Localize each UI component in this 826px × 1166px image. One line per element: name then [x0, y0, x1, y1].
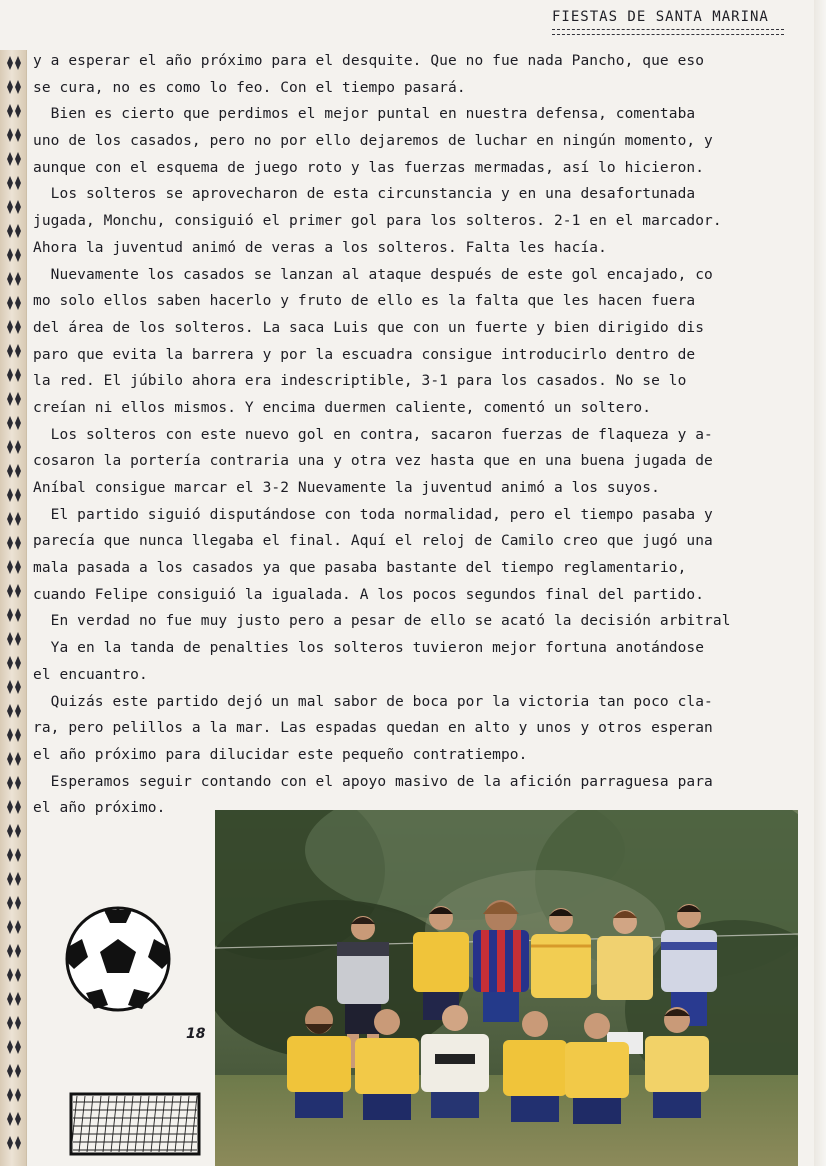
- text-line: aunque con el esquema de juego roto y las fuerzas mermadas, así lo hicieron.: [33, 159, 705, 176]
- text-line: Esperamos seguir contando con el apoyo masivo de la afición parraguesa para: [33, 773, 713, 790]
- text-line: Nuevamente los casados se lanzan al ataque después de este gol encajado, co: [33, 266, 713, 283]
- text-line: Ya en la tanda de penalties los solteros tuvieron mejor fortuna anotándose: [33, 640, 705, 657]
- binding-marks: [4, 52, 24, 1162]
- goal-net-line: [95, 1096, 101, 1152]
- binding-hole-mark: [15, 752, 21, 766]
- binding-hole-mark: [15, 128, 21, 142]
- binding-hole-mark: [7, 920, 13, 934]
- binding-hole-mark: [7, 56, 13, 70]
- goal-net-line: [127, 1096, 133, 1152]
- text-line: la red. El júbilo ahora era indescriptible, 3-1 para los casados. No se lo: [33, 373, 687, 390]
- binding-hole-mark: [7, 464, 13, 478]
- binding-hole-mark: [15, 632, 21, 646]
- binding-hole-mark: [15, 224, 21, 238]
- page-header-title: FIESTAS DE SANTA MARINA: [552, 9, 769, 25]
- binding-hole-mark: [7, 728, 13, 742]
- goal-net-line: [119, 1096, 125, 1152]
- goal-net-line: [191, 1096, 197, 1152]
- binding-hole-mark: [7, 152, 13, 166]
- goal-net-line: [87, 1096, 93, 1152]
- text-line: Bien es cierto que perdimos el mejor puntal en nuestra defensa, comentaba: [33, 106, 696, 123]
- article-body: [33, 48, 823, 822]
- binding-hole-mark: [7, 248, 13, 262]
- binding-hole-mark: [7, 968, 13, 982]
- text-line: y a esperar el año próximo para el desquite. Que no fue nada Pancho, que eso: [33, 53, 705, 69]
- binding-hole-mark: [15, 536, 21, 550]
- text-line: cosaron la portería contraria una y otra vez hasta que en una buena jugada de: [33, 453, 713, 470]
- text-line: el año próximo.: [33, 800, 166, 817]
- goal-net-line: [175, 1096, 181, 1152]
- binding-hole-mark: [15, 296, 21, 310]
- binding-hole-mark: [7, 512, 13, 526]
- binding-hole-mark: [15, 1064, 21, 1078]
- binding-hole-mark: [15, 320, 21, 334]
- binding-hole-mark: [7, 680, 13, 694]
- binding-hole-mark: [7, 560, 13, 574]
- binding-hole-mark: [7, 296, 13, 310]
- binding-hole-mark: [15, 80, 21, 94]
- text-line: Aníbal consigue marcar el 3-2 Nuevamente la juventud animó a los suyos.: [33, 480, 660, 496]
- text-line: mala pasada a los casados ya que pasaba bastante del tiempo reglamentario,: [33, 560, 687, 577]
- football-drawing-icon: [64, 905, 172, 1013]
- binding-hole-mark: [15, 152, 21, 166]
- binding-hole-mark: [15, 56, 21, 70]
- binding-hole-mark: [15, 1088, 21, 1102]
- binding-hole-mark: [15, 728, 21, 742]
- binding-hole-mark: [7, 488, 13, 502]
- text-line: parecía que nunca llegaba el final. Aquí el reloj de Camilo creo que jugó una: [33, 533, 713, 550]
- text-line: del área de los solteros. La saca Luis que con un fuerte y bien dirigido dis: [33, 319, 705, 336]
- binding-hole-mark: [7, 800, 13, 814]
- binding-hole-mark: [7, 224, 13, 238]
- binding-hole-mark: [15, 944, 21, 958]
- goal-net-line: [79, 1096, 85, 1152]
- binding-hole-mark: [15, 440, 21, 454]
- binding-hole-mark: [15, 776, 21, 790]
- goal-net-line: [151, 1096, 157, 1152]
- binding-hole-mark: [15, 920, 21, 934]
- binding-hole-mark: [15, 608, 21, 622]
- goal-net-line: [159, 1096, 165, 1152]
- binding-hole-mark: [15, 896, 21, 910]
- binding-hole-mark: [7, 1136, 13, 1150]
- binding-hole-mark: [15, 272, 21, 286]
- text-line: Los solteros con este nuevo gol en contra, sacaron fuerzas de flaqueza y a-: [33, 426, 713, 443]
- text-line: ra, pero pelillos a la mar. Las espadas quedan en alto y unos y otros esperan: [33, 720, 713, 737]
- binding-hole-mark: [7, 992, 13, 1006]
- binding-hole-mark: [7, 440, 13, 454]
- binding-hole-mark: [15, 1016, 21, 1030]
- goal-net-line: [183, 1096, 189, 1152]
- binding-hole-mark: [7, 416, 13, 430]
- binding-hole-mark: [15, 416, 21, 430]
- binding-hole-mark: [7, 776, 13, 790]
- text-line: el encuantro.: [33, 666, 148, 683]
- binding-hole-mark: [7, 200, 13, 214]
- binding-hole-mark: [7, 176, 13, 190]
- goal-net-line: [103, 1096, 109, 1152]
- binding-hole-mark: [7, 104, 13, 118]
- header-double-rule: [552, 29, 784, 35]
- binding-hole-mark: [15, 392, 21, 406]
- text-line: Ahora la juventud animó de veras a los solteros. Falta les hacía.: [33, 239, 607, 256]
- text-line: Los solteros se aprovecharon de esta circunstancia y en una desafortunada: [33, 186, 696, 203]
- binding-hole-mark: [15, 584, 21, 598]
- goal-net-line: [135, 1096, 141, 1152]
- binding-hole-mark: [7, 344, 13, 358]
- binding-hole-mark: [15, 1112, 21, 1126]
- text-line: el año próximo para dilucidar este pequeño contratiempo.: [33, 746, 528, 763]
- binding-hole-mark: [15, 848, 21, 862]
- binding-hole-mark: [15, 488, 21, 502]
- binding-hole-mark: [7, 608, 13, 622]
- text-line: El partido siguió disputándose con toda normalidad, pero el tiempo pasaba y: [33, 506, 713, 523]
- binding-hole-mark: [15, 680, 21, 694]
- binding-hole-mark: [7, 272, 13, 286]
- binding-hole-mark: [15, 824, 21, 838]
- text-line: En verdad no fue muy justo pero a pesar de ello se acató la decisión arbitral: [33, 613, 731, 630]
- binding-hole-mark: [15, 704, 21, 718]
- binding-hole-mark: [15, 344, 21, 358]
- binding-hole-mark: [15, 248, 21, 262]
- binding-hole-mark: [7, 824, 13, 838]
- text-line: Quizás este partido dejó un mal sabor de boca por la victoria tan poco cla-: [33, 693, 713, 710]
- binding-hole-mark: [15, 200, 21, 214]
- text-line: paro que evita la barrera y por la escuadra consigue introducirlo dentro de: [33, 346, 696, 363]
- binding-hole-mark: [7, 80, 13, 94]
- goal-net-line: [111, 1096, 117, 1152]
- binding-hole-mark: [15, 560, 21, 574]
- binding-hole-mark: [15, 104, 21, 118]
- binding-hole-mark: [15, 872, 21, 886]
- page-number: 18: [186, 1026, 206, 1042]
- binding-hole-mark: [7, 320, 13, 334]
- binding-hole-mark: [7, 536, 13, 550]
- binding-hole-mark: [15, 992, 21, 1006]
- text-line: jugada, Monchu, consiguió el primer gol para los solteros. 2-1 en el marcador.: [33, 213, 722, 230]
- team-photo-graphic: [215, 810, 798, 1166]
- binding-hole-mark: [7, 872, 13, 886]
- binding-hole-mark: [7, 656, 13, 670]
- text-line: uno de los casados, pero no por ello dejaremos de luchar en ningún momento, y: [33, 133, 713, 150]
- binding-hole-mark: [15, 1040, 21, 1054]
- binding-hole-mark: [15, 656, 21, 670]
- text-line: mo solo ellos saben hacerlo y fruto de ello es la falta que les hacen fuera: [33, 293, 696, 310]
- binding-hole-mark: [7, 584, 13, 598]
- binding-hole-mark: [7, 704, 13, 718]
- text-line: creían ni ellos mismos. Y encima duermen caliente, comentó un soltero.: [33, 399, 652, 416]
- binding-hole-mark: [7, 1040, 13, 1054]
- binding-hole-mark: [7, 368, 13, 382]
- binding-hole-mark: [7, 1064, 13, 1078]
- text-line: se cura, no es como lo feo. Con el tiempo pasará.: [33, 79, 466, 96]
- binding-hole-mark: [7, 896, 13, 910]
- goal-net-line: [143, 1096, 149, 1152]
- goal-net-drawing-icon: [67, 1088, 203, 1158]
- binding-hole-mark: [7, 1088, 13, 1102]
- binding-hole-mark: [7, 1112, 13, 1126]
- binding-hole-mark: [15, 1136, 21, 1150]
- binding-hole-mark: [7, 1016, 13, 1030]
- binding-hole-mark: [7, 752, 13, 766]
- binding-hole-mark: [7, 632, 13, 646]
- binding-hole-mark: [15, 368, 21, 382]
- binding-hole-mark: [15, 464, 21, 478]
- binding-hole-mark: [15, 512, 21, 526]
- binding-hole-mark: [15, 968, 21, 982]
- text-line: cuando Felipe consiguió la igualada. A los pocos segundos final del partido.: [33, 586, 705, 603]
- binding-hole-mark: [15, 176, 21, 190]
- team-photo: [215, 810, 798, 1166]
- binding-hole-mark: [7, 848, 13, 862]
- binding-hole-mark: [15, 800, 21, 814]
- goal-net-line: [167, 1096, 173, 1152]
- binding-hole-mark: [7, 944, 13, 958]
- binding-hole-mark: [7, 392, 13, 406]
- binding-hole-mark: [7, 128, 13, 142]
